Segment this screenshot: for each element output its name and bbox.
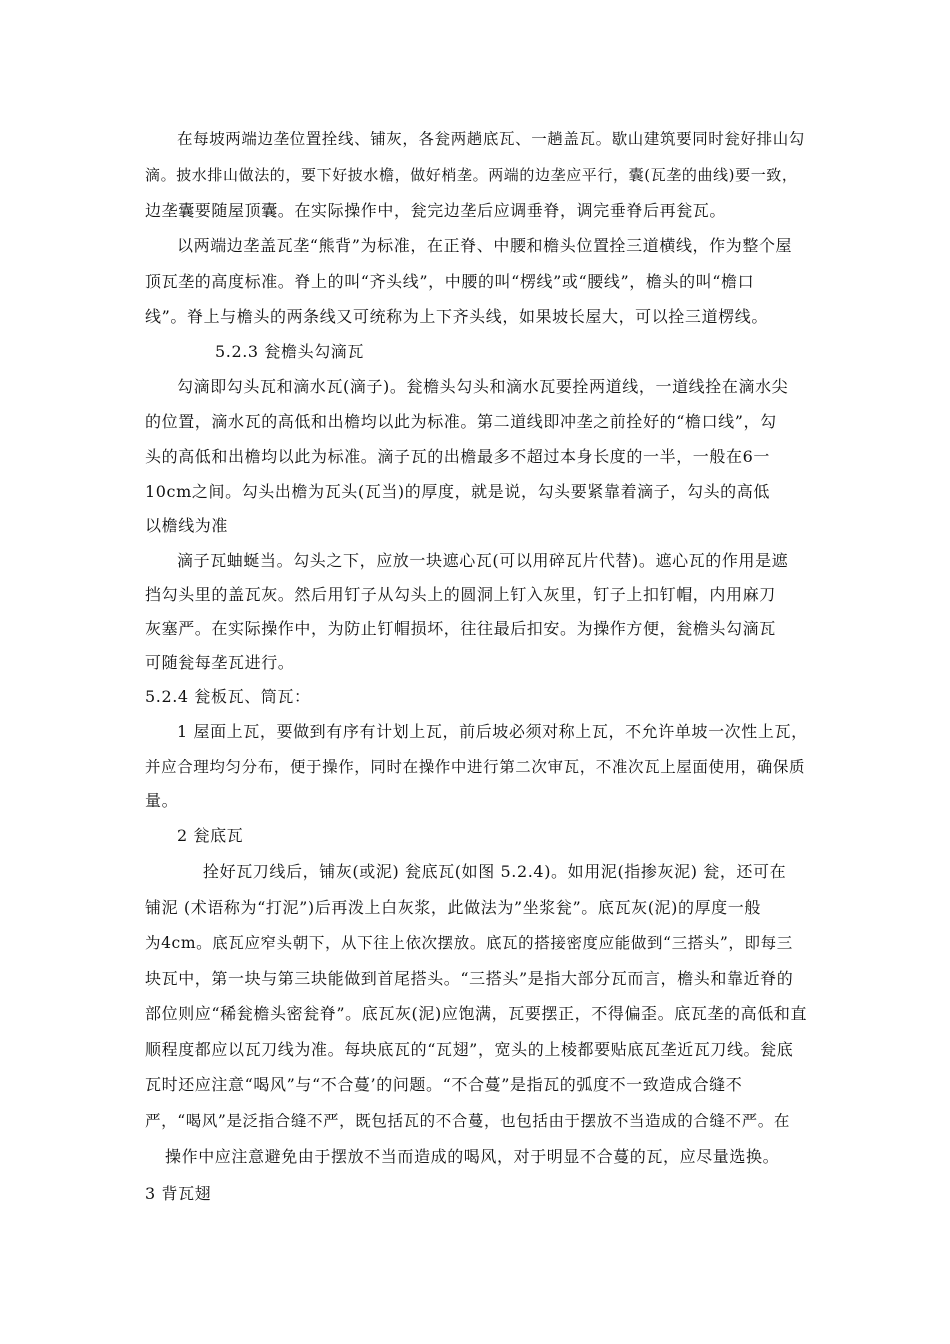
paragraph-line: 以檐线为准 bbox=[145, 516, 229, 535]
paragraph-line: 勾滴即勾头瓦和滴水瓦(滴子)。瓮檐头勾头和滴水瓦要拴两道线，一道线拴在滴水尖 bbox=[177, 377, 789, 396]
list-item: 3 背瓦翅 bbox=[145, 1184, 212, 1203]
paragraph-line: 严，“喝风”是泛指合缝不严，既包括瓦的不合蔓，也包括由于摆放不当造成的合缝不严。在 bbox=[145, 1112, 790, 1130]
paragraph-line: 量。 bbox=[145, 791, 179, 810]
paragraph-line: 灰塞严。在实际操作中，为防止钉帽损坏，往往最后扣安。为操作方便，瓮檐头勾滴瓦 bbox=[145, 619, 776, 638]
paragraph-line: 滴。披水排山做法的，要下好披水檐，做好梢垄。两端的边垄应平行，囊(瓦垄的曲线)要一致， bbox=[145, 166, 798, 184]
paragraph-line: 的位置，滴水瓦的高低和出檐均以此为标准。第二道线即冲垄之前拴好的“檐口线”，勾 bbox=[145, 412, 777, 431]
paragraph-line: 顶瓦垄的高度标准。脊上的叫“齐头线”，中腰的叫“楞线”或“腰线”，檐头的叫“檐口 bbox=[145, 272, 755, 291]
paragraph-line: 为4cm。底瓦应窄头朝下，从下往上依次摆放。底瓦的搭接密度应能做到“三搭头”，即每三 bbox=[145, 934, 793, 952]
section-heading: 5.2.3 瓮檐头勾滴瓦 bbox=[215, 342, 364, 361]
paragraph-line: 10cm之间。勾头出檐为瓦头(瓦当)的厚度，就是说，勾头要紧靠着滴子，勾头的高低 bbox=[145, 482, 770, 501]
paragraph-line: 可随瓮每垄瓦进行。 bbox=[145, 653, 295, 672]
paragraph-line: 铺泥 (术语称为“打泥”)后再泼上白灰浆，此做法为”坐浆瓮”。底瓦灰(泥)的厚度一般 bbox=[145, 898, 761, 917]
paragraph-line: 头的高低和出檐均以此为标准。滴子瓦的出檐最多不超过本身长度的一半，一般在6一 bbox=[145, 447, 770, 466]
paragraph-line: 部位则应“稀瓮檐头密瓮脊”。底瓦灰(泥)应饱满，瓦要摆正，不得偏歪。底瓦垄的高低和直 bbox=[145, 1004, 808, 1023]
paragraph-line: 边垄囊要随屋顶囊。在实际操作中，瓮完边垄后应调垂脊，调完垂脊后再瓮瓦。 bbox=[145, 201, 727, 220]
paragraph-line: 滴子瓦蚰蜒当。勾头之下，应放一块遮心瓦(可以用碎瓦片代替)。遮心瓦的作用是遮 bbox=[177, 551, 789, 570]
paragraph-line: 挡勾头里的盖瓦灰。然后用钉子从勾头上的圆洞上钉入灰里，钉子上扣钉帽，内用麻刀 bbox=[145, 585, 776, 604]
paragraph-line: 拴好瓦刀线后，铺灰(或泥) 瓮底瓦(如图 5.2.4)。如用泥(指掺灰泥) 瓮，还可在 bbox=[203, 862, 787, 881]
paragraph-line: 顺程度都应以瓦刀线为准。每块底瓦的“瓦翅”，宽头的上棱都要贴底瓦垄近瓦刀线。瓮底 bbox=[145, 1040, 794, 1059]
paragraph-line: 块瓦中，第一块与第三块能做到首尾搭头。“三搭头”是指大部分瓦而言，檐头和靠近脊的 bbox=[145, 969, 794, 988]
paragraph-line: 并应合理均匀分布，便于操作，同时在操作中进行第二次审瓦，不准次瓦上屋面使用，确保质 bbox=[145, 758, 806, 776]
paragraph-line: 在每坡两端边垄位置拴线、铺灰，各瓮两趟底瓦、一趟盖瓦。歇山建筑要同时瓮好排山勾 bbox=[177, 130, 805, 148]
list-item: 1 屋面上瓦，要做到有序有计划上瓦，前后坡必须对称上瓦，不允许单坡一次性上瓦， bbox=[177, 722, 808, 741]
paragraph-line: 瓦时还应注意“喝风”与“不合蔓’的问题。“不合蔓”是指瓦的弧度不一致造成合缝不 bbox=[145, 1075, 743, 1094]
list-item: 2 瓮底瓦 bbox=[177, 826, 244, 845]
paragraph-line: 线”。脊上与檐头的两条线又可统称为上下齐头线，如果坡长屋大，可以拴三道楞线。 bbox=[145, 307, 768, 326]
paragraph-line: 操作中应注意避免由于摆放不当而造成的喝风，对于明显不合蔓的瓦，应尽量选换。 bbox=[165, 1147, 780, 1166]
section-heading: 5.2.4 瓮板瓦、筒瓦： bbox=[145, 687, 311, 706]
paragraph-line: 以两端边垄盖瓦垄“熊背”为标准，在正脊、中腰和檐头位置拴三道横线，作为整个屋 bbox=[177, 236, 793, 255]
